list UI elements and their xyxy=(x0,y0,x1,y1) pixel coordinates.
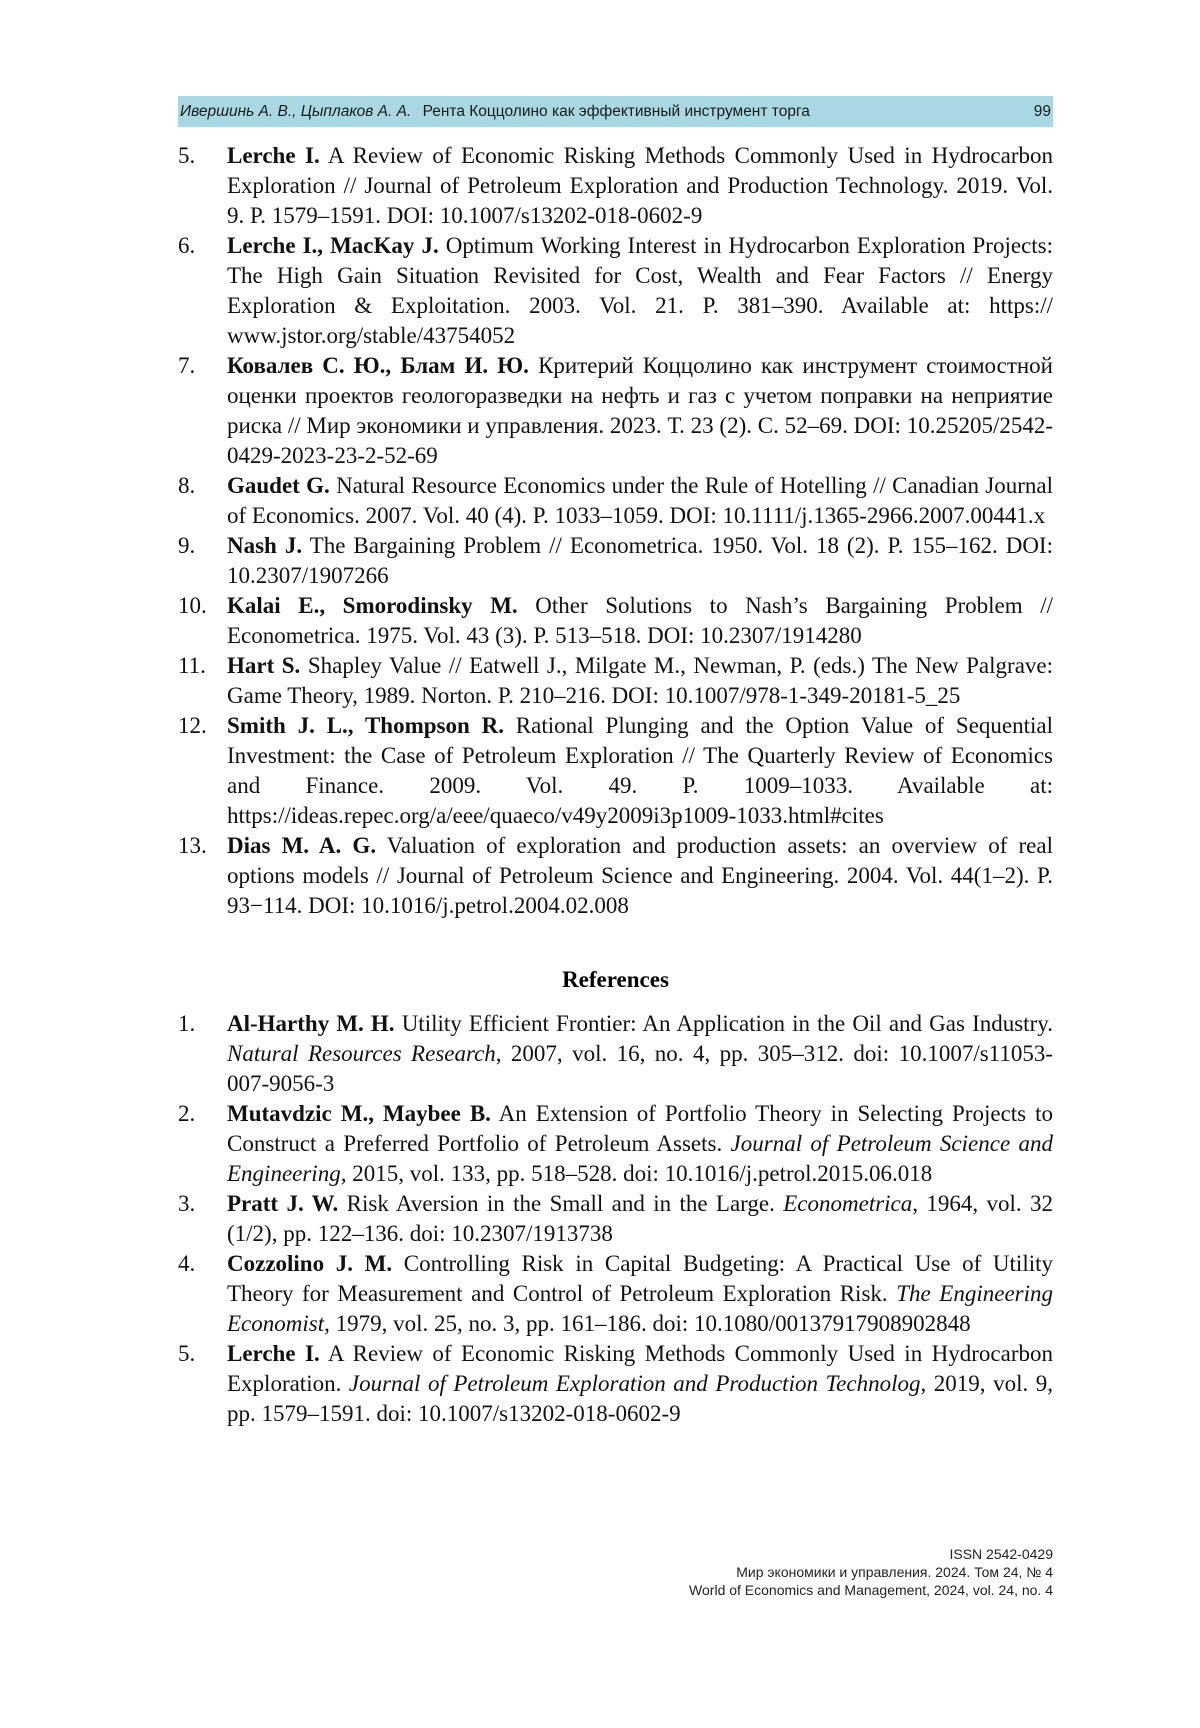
reference-text: Natural Resource Economics under the Rule of Hotelling // Canadian Journal of Economics. 2007. Vol. 40 (4). P. 1033–1059. DOI: 10.1111/j.1365-2966.2007.00441.x xyxy=(227,473,1054,528)
reference-item xyxy=(178,471,1053,531)
reference-item xyxy=(178,1009,1053,1099)
reference-text: Критерий Коццолино как инструмент стоимостной оценки проектов геологоразведки на нефть и газ с учетом поправки на неприятие риска // Мир экономики и управления. 2023. Т. 23 (2). С. 52–69. DOI: 10.25205/2542-0429-2023-23-2-52-69 xyxy=(227,353,1053,468)
reference-details: , 2007, vol. 16, no. 4, pp. 305–312. doi: 10.1007/s11053-007-9056-3 xyxy=(227,1041,1053,1096)
reference-authors: Hart S. xyxy=(227,653,301,678)
footer-issn: ISSN 2542-0429 xyxy=(949,1546,1053,1562)
reference-item xyxy=(178,1189,1053,1249)
reference-number: 3. xyxy=(178,1191,196,1216)
reference-item xyxy=(178,1249,1053,1339)
reference-text: The Bargaining Problem // Econometrica. 1950. Vol. 18 (2). P. 155–162. DOI: 10.2307/1907266 xyxy=(227,533,1053,588)
footer-journal-ru: Мир экономики и управления. 2024. Том 24, № 4 xyxy=(736,1564,1053,1580)
reference-number: 5. xyxy=(178,1341,196,1366)
reference-list-en xyxy=(178,1009,1053,1429)
reference-number: 2. xyxy=(178,1101,196,1126)
reference-journal: Journal of Petroleum Exploration and Production Technolog xyxy=(348,1371,921,1396)
references-heading: References xyxy=(562,967,669,992)
reference-authors: Lerche I., MacKay J. xyxy=(227,233,439,258)
reference-authors: Pratt J. W. xyxy=(227,1191,339,1216)
reference-authors: Al-Harthy M. H. xyxy=(227,1011,395,1036)
reference-item xyxy=(178,1099,1053,1189)
reference-text: Shapley Value // Eatwell J., Milgate M., Newman, P. (eds.) The New Palgrave: Game Theory, 1989. Norton. P. 210–216. DOI: 10.1007/978-1-349-20181-5_25 xyxy=(227,653,1053,708)
reference-title: Risk Aversion in the Small and in the Large. xyxy=(338,1191,784,1216)
reference-number: 7. xyxy=(178,353,196,378)
reference-text: A Review of Economic Risking Methods Commonly Used in Hydrocarbon Exploration // Journal of Petroleum Exploration and Production Technology. 2019. Vol. 9. P. 1579–1591. DOI: 10.1007/s13202-018-0602-9 xyxy=(227,143,1053,228)
reference-item xyxy=(178,711,1053,831)
reference-list-ru xyxy=(178,141,1053,921)
header-authors: Ивершинь А. В., Цыплаков А. А. xyxy=(180,102,412,120)
reference-details: , 2019, vol. 9, pp. 1579–1591. doi: 10.1007/s13202-018-0602-9 xyxy=(227,1371,1053,1426)
page-footer xyxy=(689,1545,1053,1599)
reference-authors: Lerche I. xyxy=(227,143,320,168)
running-header xyxy=(178,96,1053,127)
reference-details: , 1964, vol. 32 (1/2), pp. 122–136. doi: 10.2307/1913738 xyxy=(227,1191,1053,1246)
reference-journal: Econometrica xyxy=(783,1191,913,1216)
running-header-left xyxy=(180,103,810,121)
reference-number: 10. xyxy=(178,593,207,618)
reference-number: 12. xyxy=(178,713,207,738)
reference-authors: Ковалев С. Ю., Блам И. Ю. xyxy=(227,353,529,378)
reference-title: Controlling Risk in Capital Budgeting: A Practical Use of Utility Theory for Measurement and Control of Petroleum Exploration Risk. xyxy=(227,1251,1053,1306)
reference-item xyxy=(178,351,1053,471)
reference-details: , 2015, vol. 133, pp. 518–528. doi: 10.1016/j.petrol.2015.06.018 xyxy=(340,1161,933,1186)
header-title: Рента Коццолино как эффективный инструмент торга xyxy=(422,102,810,120)
reference-number: 13. xyxy=(178,833,207,858)
reference-number: 6. xyxy=(178,233,196,258)
reference-journal: Natural Resources Research xyxy=(227,1041,496,1066)
footer-journal-en: World of Economics and Management, 2024, vol. 24, no. 4 xyxy=(689,1582,1053,1598)
reference-journal: The Engineering Economist xyxy=(227,1281,1053,1336)
reference-number: 9. xyxy=(178,533,196,558)
reference-item xyxy=(178,831,1053,921)
reference-authors: Mutavdzic M., Maybee B. xyxy=(227,1101,491,1126)
reference-authors: Gaudet G. xyxy=(227,473,330,498)
reference-text: Valuation of exploration and production assets: an overview of real options models // Journal of Petroleum Science and Engineering. 2004. Vol. 44(1–2). P. 93−114. DOI: 10.1016/j.petrol.2004.02.008 xyxy=(227,833,1053,918)
reference-details: , 1979, vol. 25, no. 3, pp. 161–186. doi: 10.1080/00137917908902848 xyxy=(324,1311,971,1336)
reference-number: 5. xyxy=(178,143,196,168)
reference-number: 1. xyxy=(178,1011,196,1036)
page-body xyxy=(178,96,1053,1429)
reference-text: Other Solutions to Nash’s Bargaining Problem // Econometrica. 1975. Vol. 43 (3). P. 513–518. DOI: 10.2307/1914280 xyxy=(227,593,1053,648)
reference-number: 4. xyxy=(178,1251,196,1276)
reference-item xyxy=(178,651,1053,711)
reference-authors: Lerche I. xyxy=(227,1341,320,1366)
reference-item xyxy=(178,531,1053,591)
reference-authors: Dias M. A. G. xyxy=(227,833,377,858)
reference-item xyxy=(178,141,1053,231)
reference-authors: Smith J. L., Thompson R. xyxy=(227,713,504,738)
reference-title: A Review of Economic Risking Methods Commonly Used in Hydrocarbon Exploration. xyxy=(227,1341,1053,1396)
reference-number: 11. xyxy=(178,653,206,678)
reference-item xyxy=(178,591,1053,651)
page-number: 99 xyxy=(1033,102,1051,120)
reference-authors: Kalai E., Smorodinsky M. xyxy=(227,593,518,618)
reference-title: Utility Efficient Frontier: An Application in the Oil and Gas Industry. xyxy=(394,1011,1053,1036)
reference-title: An Extension of Portfolio Theory in Selecting Projects to Construct a Preferred Portfolio of Petroleum Assets. xyxy=(227,1101,1053,1156)
reference-authors: Cozzolino J. M. xyxy=(227,1251,393,1276)
reference-number: 8. xyxy=(178,473,196,498)
reference-text: Rational Plunging and the Option Value of Sequential Investment: the Case of Petroleum Exploration // The Quarterly Review of Economics and Finance. 2009. Vol. 49. P. 1009–1033. Available at: https://ideas.repec.org/a/eee/quaeco/v49y2009i3p1009-1033.html#cites xyxy=(227,713,1053,828)
reference-item xyxy=(178,231,1053,351)
reference-text: Optimum Working Interest in Hydrocarbon Exploration Projects: The High Gain Situation Revisited for Cost, Wealth and Fear Factors // Energy Exploration & Exploitation. 2003. Vol. 21. P. 381–390. Available at: https:// www.jstor.org/stable/43754052 xyxy=(227,233,1054,348)
reference-journal: Journal of Petroleum Science and Engineering xyxy=(227,1131,1053,1186)
reference-authors: Nash J. xyxy=(227,533,303,558)
reference-item xyxy=(178,1339,1053,1429)
